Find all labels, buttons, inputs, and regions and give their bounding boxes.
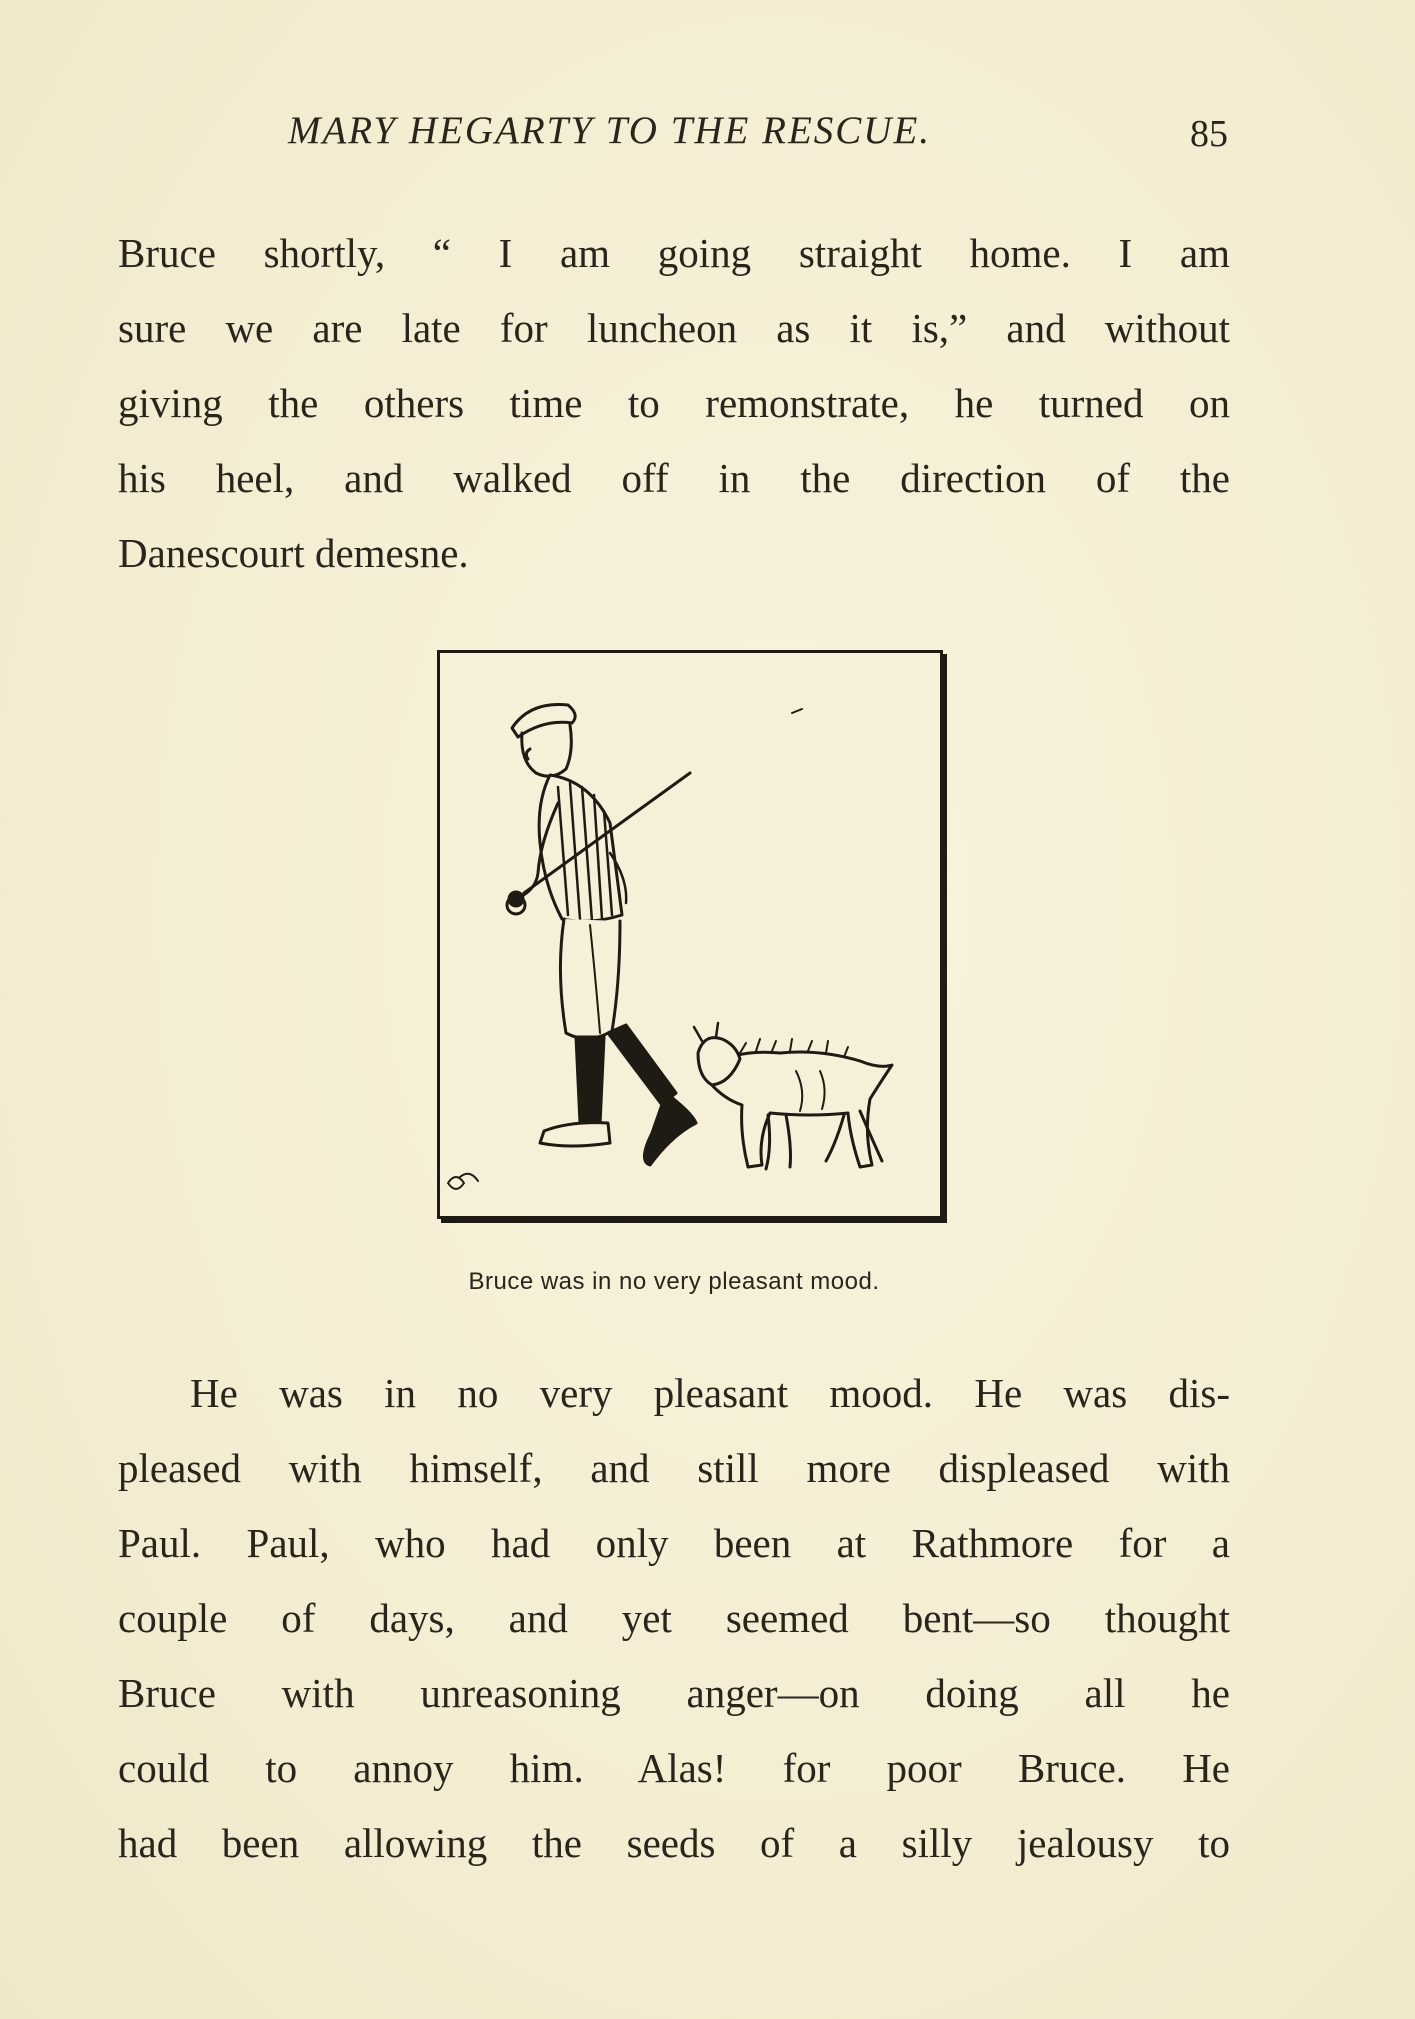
- text-line: his heel, and walked off in the direction of the: [118, 455, 1230, 501]
- text-line: sure we are late for luncheon as it is,” and without: [118, 305, 1230, 351]
- right-shoe-shape: [644, 1093, 696, 1165]
- running-title: MARY HEGARTY TO THE RESCUE.: [288, 109, 932, 152]
- running-head: [118, 108, 1228, 168]
- left-leg-shape: [576, 1037, 604, 1125]
- paragraph-bottom: [118, 1356, 1230, 1881]
- artist-monogram-icon: [448, 1174, 478, 1189]
- left-shoe-shape: [540, 1123, 610, 1146]
- text-line: giving the others time to remonstrate, he turned on: [118, 380, 1230, 426]
- paragraph-top: [118, 216, 1230, 591]
- text-line: couple of days, and yet seemed bent—so thought: [118, 1595, 1230, 1641]
- text-line: pleased with himself, and still more displeased with: [118, 1445, 1230, 1491]
- text-line: could to annoy him. Alas! for poor Bruce. He: [118, 1745, 1230, 1791]
- text-line: Bruce with unreasoning anger—on doing all he: [118, 1670, 1230, 1716]
- text-line: Paul. Paul, who had only been at Rathmore for a: [118, 1520, 1230, 1566]
- text-line: Danescourt demesne.: [118, 530, 469, 576]
- page-number: 85: [1190, 113, 1228, 155]
- text-line: He was in no very pleasant mood. He was dis-: [190, 1370, 1230, 1416]
- figure-caption: Bruce was in no very pleasant mood.: [468, 1268, 880, 1295]
- illustration-figure: [437, 650, 944, 1220]
- text-line: Bruce shortly, “ I am going straight home. I am: [118, 230, 1230, 276]
- text-line: had been allowing the seeds of a silly jealousy to: [118, 1820, 1230, 1866]
- boy-and-dog-illustration: [440, 653, 940, 1216]
